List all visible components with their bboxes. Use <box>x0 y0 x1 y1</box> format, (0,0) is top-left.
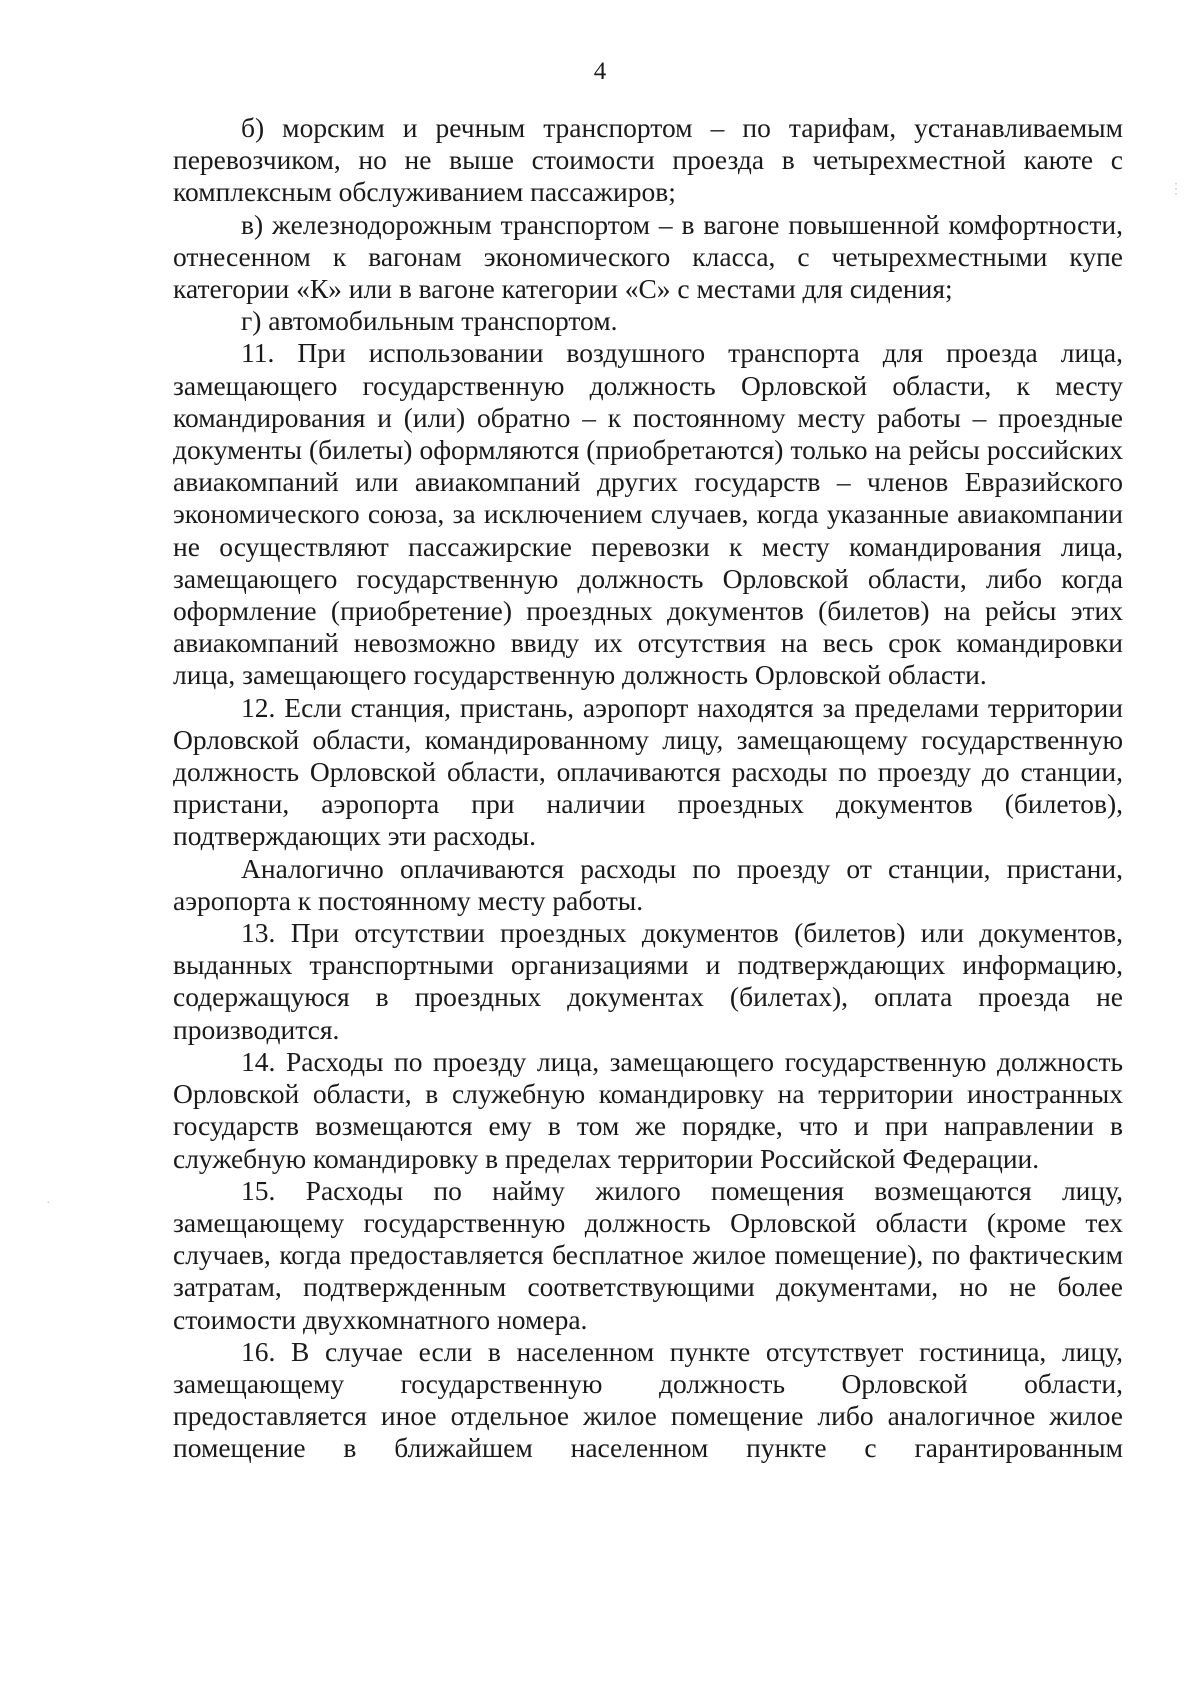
paragraph-11: 11. При использовании воздушного транспорта для проезда лица, замещающего государственную должность Орловской области, к месту командирования и (или) обратно – к постоянному месту работы – проездные документы (билеты) оформляются (приобретаются) только на рейсы российских авиакомпаний или авиакомпаний других государств – членов Евразийского экономического союза, за исключением случаев, когда указанные авиакомпании не осуществляют пассажирские перевозки к месту командирования лица, замещающего государственную должность Орловской области, либо когда оформление (приобретение) проездных документов (билетов) на рейсы этих авиакомпаний невозможно ввиду их отсутствия на весь срок командировки лица, замещающего государственную должность Орловской области. <box>173 337 1123 691</box>
scan-artifact-dot: · <box>46 1196 51 1211</box>
paragraph-item-v: в) железнодорожным транспортом – в вагоне повышенной комфортности, отнесенном к вагонам экономического класса, с четырехместными купе категории «К» или в вагоне категории «С» с местами для сидения; <box>173 208 1123 305</box>
paragraph-item-g: г) автомобильным транспортом. <box>241 305 618 337</box>
scan-artifact-mark: ⋮ <box>1169 182 1183 197</box>
paragraph-16: 16. В случае если в населенном пункте отсутствует гостиница, лицу, замещающему государственную должность Орловской области, предоставляется иное отдельное жилое помещение либо аналогичное жилое помещение в ближайшем населенном пункте с гарантированным <box>173 1335 1123 1464</box>
paragraph-14: 14. Расходы по проезду лица, замещающего государственную должность Орловской области, в служебную командировку на территории иностранных государств возмещаются ему в том же порядке, что и при направлении в служебную командировку в пределах территории Российской Федерации. <box>173 1045 1123 1174</box>
document-body <box>173 112 1123 1465</box>
paragraph-12: 12. Если станция, пристань, аэропорт находятся за пределами территории Орловской области, командированному лицу, замещающему государственную должность Орловской области, оплачиваются расходы по проезду до станции, пристани, аэропорта при наличии проездных документов (билетов), подтверждающих эти расходы. <box>173 691 1123 852</box>
paragraph-item-b: б) морским и речным транспортом – по тарифам, устанавливаемым перевозчиком, но не выше стоимости проезда в четырехместной каюте с комплексным обслуживанием пассажиров; <box>173 112 1123 208</box>
paragraph-13: 13. При отсутствии проездных документов (билетов) или документов, выданных транспортными организациями и подтверждающих информацию, содержащуюся в проездных документах (билетах), оплата проезда не производится. <box>173 917 1123 1045</box>
paragraph-15: 15. Расходы по найму жилого помещения возмещаются лицу, замещающему государственную должность Орловской области (кроме тех случаев, когда предоставляется бесплатное жилое помещение), по фактическим затратам, подтвержденным соответствующими документами, но не более стоимости двухкомнатного номера. <box>173 1174 1123 1335</box>
page-number: 4 <box>593 58 607 85</box>
paragraph-12-continuation: Аналогично оплачиваются расходы по проезду от станции, пристани, аэропорта к постоянному месту работы. <box>173 852 1123 916</box>
